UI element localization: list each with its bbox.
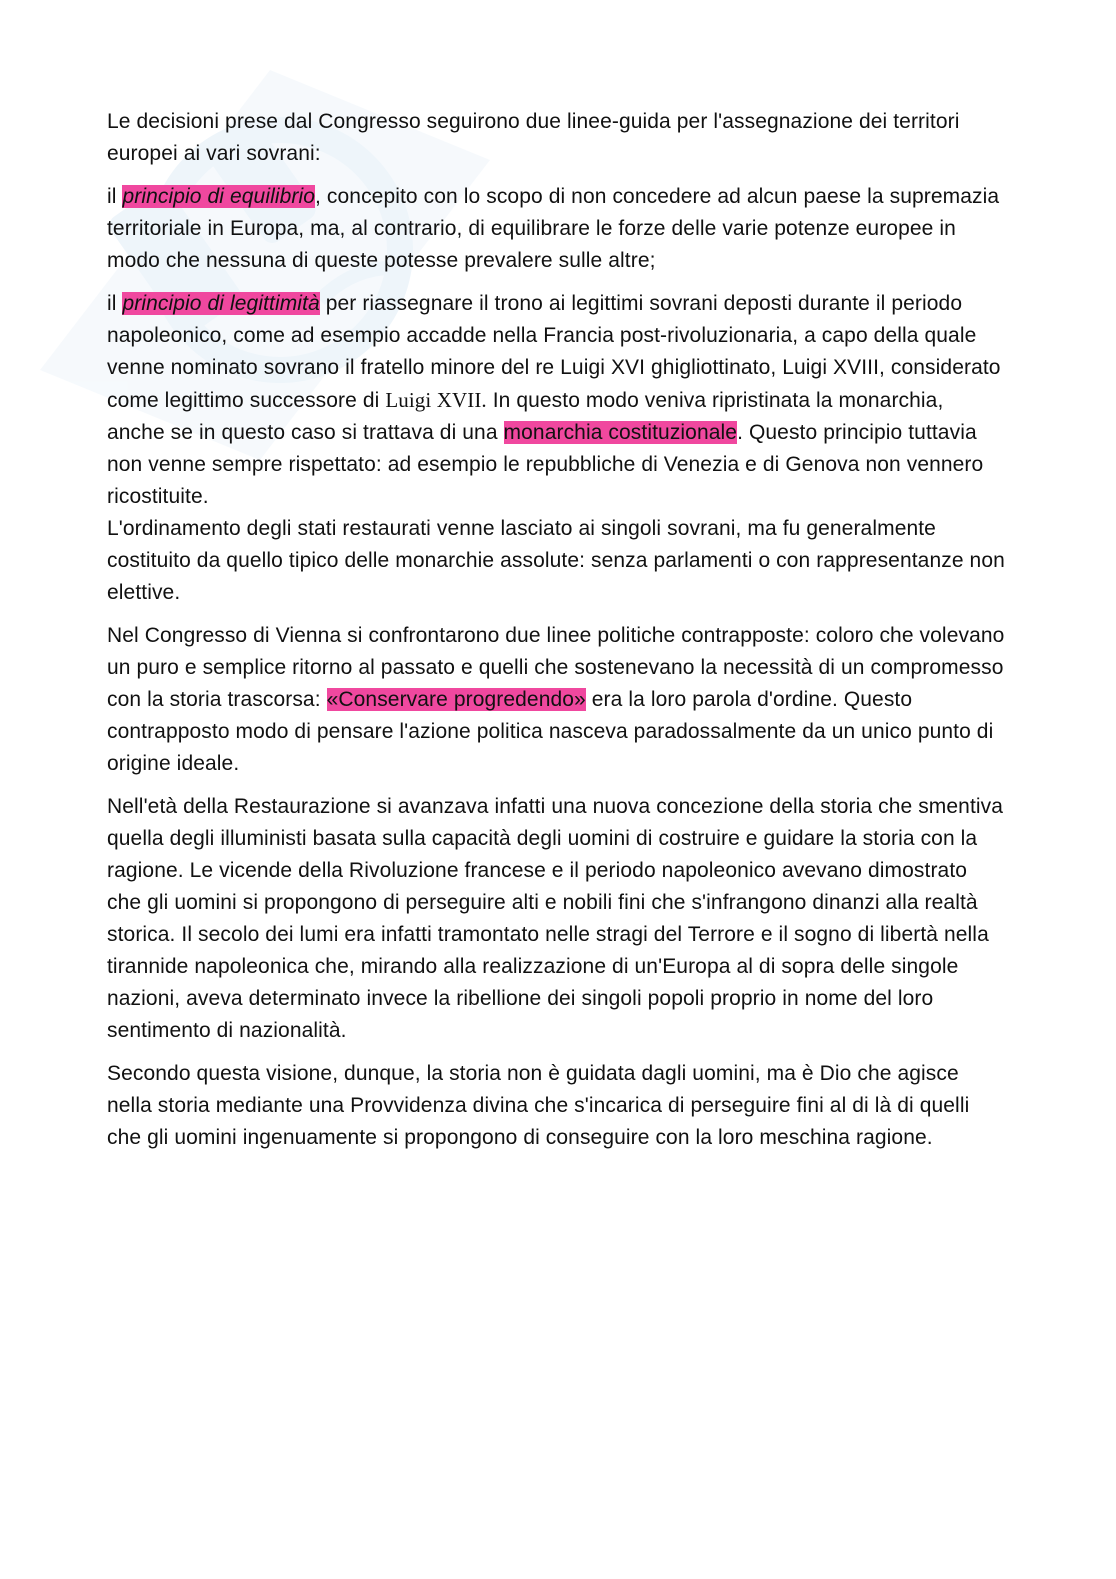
paragraph-text: Nell'età della Restaurazione si avanzava infatti una nuova concezione della storia che smentiva quella degli illuministi basata sulla capacità degli uomini di costruire e guidare la storia con la ragione. Le vicende della Rivoluzione francese e il periodo napoleonico avevano dimostrato che gli uomini si propongono di perseguire alti e nobili fini che s'infrangono dinanzi alla realtà storica. Il secolo dei lumi era infatti tramontato nelle stragi del Terrore e il sogno di libertà nella tirannide napoleonica che, mirando alla realizzazione di un'Europa al di sopra delle singole nazioni, aveva determinato invece la ribellione dei singoli popoli proprio in nome del loro sentimento di nazionalità. bbox=[107, 795, 1004, 1042]
paragraph-text: Nel Congresso di Vienna si confrontarono due linee politiche contrapposte: coloro che volevano un puro e semplice ritorno al passato e quelli che sostenevano la necessità di un compromesso con la storia trascorsa: bbox=[107, 624, 1005, 711]
paragraph-text: era la loro parola d'ordine. Questo contrapposto modo di pensare l'azione politica nasceva paradossalmente da un unico punto di origine ideale. bbox=[107, 688, 994, 775]
paragraph-text: In questo modo veniva ripristinata la monarchia, anche se in questo caso si trattava di una bbox=[107, 389, 944, 444]
highlighted-term-equilibrium: principio di equilibrio bbox=[122, 185, 316, 208]
paragraph-text: . Questo principio tuttavia non venne sempre rispettato: ad esempio le repubbliche di Venezia e di Genova non vennero ricostituite. bbox=[107, 421, 984, 508]
paragraph-lead: il bbox=[107, 185, 123, 208]
document-body bbox=[107, 106, 1007, 1165]
highlighted-term-legitimacy: principio di legittimità bbox=[122, 292, 320, 315]
paragraph-state-order bbox=[107, 513, 1007, 609]
paragraph-text: , concepito con lo scopo di non concedere ad alcun paese la supremazia territoriale in Europa, ma, al contrario, di equilibrare le forze delle varie potenze europee in modo che nessuna di queste potesse prevalere sulle altre; bbox=[107, 185, 1000, 272]
highlighted-motto: «Conservare progredendo» bbox=[326, 688, 586, 711]
paragraph-text: Le decisioni prese dal Congresso seguirono due linee-guida per l'assegnazione dei territori europei ai vari sovrani: bbox=[107, 110, 960, 165]
serif-name-luigi-xvii: Luigi XVII. bbox=[385, 388, 487, 412]
paragraph-text: Secondo questa visione, dunque, la storia non è guidata dagli uomini, ma è Dio che agisce nella storia mediante una Provvidenza divina che s'incarica di perseguire fini al di là di quelli che gli uomini ingenuamente si propongono di conseguire con la loro meschina ragione. bbox=[107, 1062, 970, 1149]
paragraph-congress-decisions bbox=[107, 106, 1007, 170]
paragraph-restoration-history bbox=[107, 791, 1007, 1047]
paragraph-equilibrium bbox=[107, 181, 1007, 277]
paragraph-text: L'ordinamento degli stati restaurati venne lasciato ai singoli sovrani, ma fu generalmente costituito da quello tipico delle monarchie assolute: senza parlamenti o con rappresentanze non elettive. bbox=[107, 517, 1005, 604]
paragraph-lead: il bbox=[107, 292, 123, 315]
highlighted-constitutional-monarchy: monarchia costituzionale bbox=[503, 421, 738, 444]
paragraph-providence bbox=[107, 1058, 1007, 1154]
paragraph-legitimacy bbox=[107, 288, 1007, 513]
paragraph-text: per riassegnare il trono ai legittimi sovrani deposti durante il periodo napoleonico, come ad esempio accadde nella Francia post-rivoluzionaria, a capo della quale venne nominato sovrano il fratello minore del re Luigi XVI ghigliottinato, Luigi XVIII, considerato come legittimo successore di bbox=[107, 292, 1001, 412]
paragraph-political-lines bbox=[107, 620, 1007, 780]
